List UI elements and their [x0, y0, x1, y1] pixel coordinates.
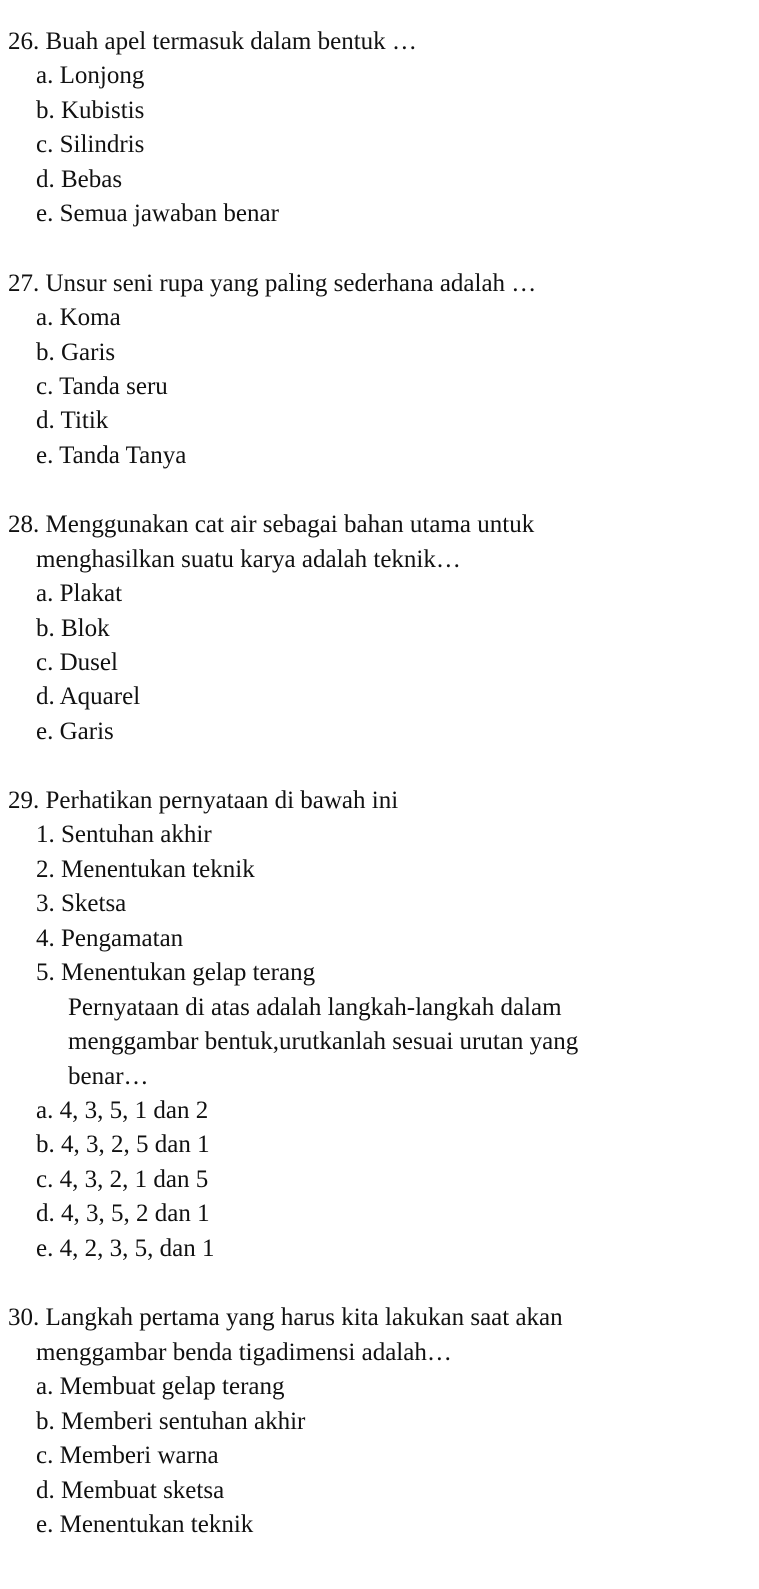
question-28-option-c: c. Dusel — [36, 649, 118, 676]
question-29-instruction-line-1: Pernyataan di atas adalah langkah-langkah dalam — [68, 994, 562, 1021]
question-27-option-e: e. Tanda Tanya — [36, 442, 187, 469]
question-26-stem: 26. Buah apel termasuk dalam bentuk … — [8, 28, 417, 55]
question-26-option-e: e. Semua jawaban benar — [36, 200, 279, 227]
question-28-stem-continued: menghasilkan suatu karya adalah teknik… — [36, 546, 461, 573]
question-30-stem: 30. Langkah pertama yang harus kita lakukan saat akan — [8, 1304, 563, 1331]
question-29-option-e: e. 4, 2, 3, 5, dan 1 — [36, 1235, 215, 1262]
question-27-option-b: b. Garis — [36, 339, 116, 366]
question-29-statement-1: 1. Sentuhan akhir — [36, 821, 212, 848]
question-29-option-b: b. 4, 3, 2, 5 dan 1 — [36, 1131, 210, 1158]
question-27-stem: 27. Unsur seni rupa yang paling sederhana adalah … — [8, 270, 537, 297]
question-28-option-d: d. Aquarel — [36, 683, 141, 710]
question-29-statement-4: 4. Pengamatan — [36, 925, 184, 952]
question-29-stem: 29. Perhatikan pernyataan di bawah ini — [8, 787, 399, 814]
question-30-option-e: e. Menentukan teknik — [36, 1511, 254, 1538]
question-27-option-a: a. Koma — [36, 304, 121, 331]
question-28-option-a: a. Plakat — [36, 580, 123, 607]
question-26-option-a: a. Lonjong — [36, 62, 145, 89]
question-28-option-b: b. Blok — [36, 615, 110, 642]
question-29-instruction-line-2: menggambar bentuk,urutkanlah sesuai urutan yang — [68, 1028, 579, 1055]
question-29-instruction-line-3: benar… — [68, 1063, 149, 1090]
question-29-option-d: d. 4, 3, 5, 2 dan 1 — [36, 1200, 210, 1227]
question-30-option-d: d. Membuat sketsa — [36, 1477, 225, 1504]
question-29-statement-2: 2. Menentukan teknik — [36, 856, 255, 883]
question-30-stem-continued: menggambar benda tigadimensi adalah… — [36, 1339, 452, 1366]
question-30-option-b: b. Memberi sentuhan akhir — [36, 1408, 306, 1435]
question-30-option-c: c. Memberi warna — [36, 1442, 219, 1469]
question-28-option-e: e. Garis — [36, 718, 114, 745]
question-27-option-d: d. Titik — [36, 407, 109, 434]
question-29-option-a: a. 4, 3, 5, 1 dan 2 — [36, 1097, 209, 1124]
question-26-option-d: d. Bebas — [36, 166, 123, 193]
question-29-statement-5: 5. Menentukan gelap terang — [36, 959, 316, 986]
question-27-option-c: c. Tanda seru — [36, 373, 168, 400]
question-29-option-c: c. 4, 3, 2, 1 dan 5 — [36, 1166, 209, 1193]
question-30-option-a: a. Membuat gelap terang — [36, 1373, 285, 1400]
question-26-option-c: c. Silindris — [36, 131, 145, 158]
question-26-option-b: b. Kubistis — [36, 97, 145, 124]
question-28-stem: 28. Menggunakan cat air sebagai bahan utama untuk — [8, 511, 535, 538]
question-29-statement-3: 3. Sketsa — [36, 890, 127, 917]
